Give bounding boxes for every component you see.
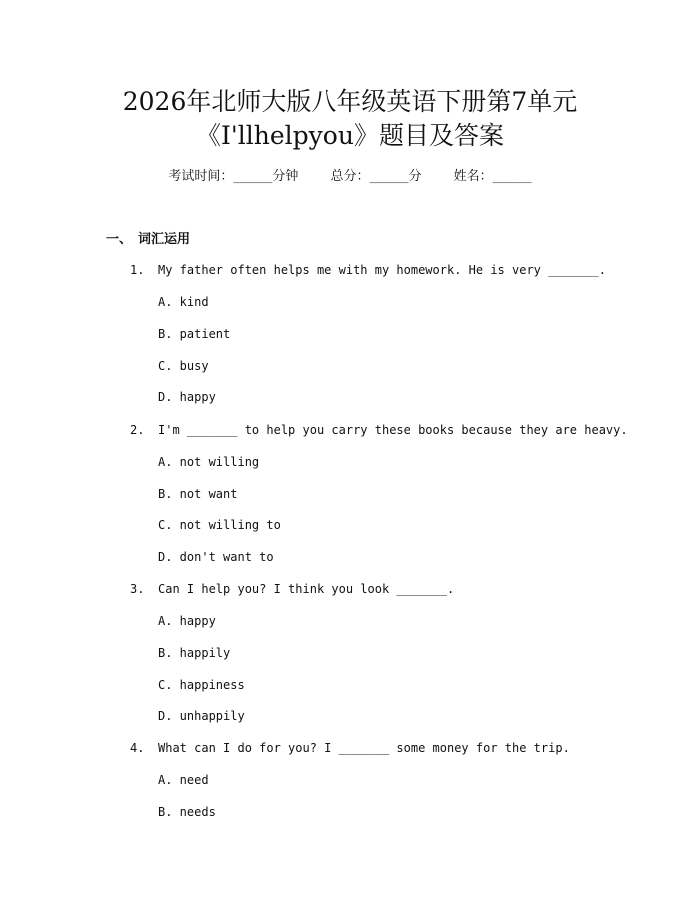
question-text: I'm _______ to help you carry these books because they are heavy. <box>158 423 628 437</box>
option: A. happy <box>158 614 216 628</box>
question-1 <box>130 262 606 278</box>
question-number: 2. <box>130 423 145 437</box>
option: C. busy <box>158 359 209 373</box>
option: A. kind <box>158 295 209 309</box>
question-4 <box>130 740 570 756</box>
exam-score: 总分：______分 <box>330 169 422 184</box>
option: C. happiness <box>158 678 245 692</box>
exam-name: 姓名：______ <box>453 169 532 184</box>
exam-time: 考试时间：______分钟 <box>168 169 299 184</box>
exam-info <box>0 168 700 186</box>
question-text: My father often helps me with my homework. He is very _______. <box>158 263 606 277</box>
section-title: 词汇运用 <box>138 232 191 247</box>
question-3 <box>130 581 454 597</box>
option: B. happily <box>158 646 231 660</box>
option: A. not willing <box>158 455 260 469</box>
option: D. unhappily <box>158 709 245 723</box>
question-text: Can I help you? I think you look _______. <box>158 582 455 596</box>
option: B. needs <box>158 805 216 819</box>
option: B. patient <box>158 327 231 341</box>
question-number: 4. <box>130 741 145 755</box>
option: B. not want <box>158 487 238 501</box>
option: C. not willing to <box>158 518 281 532</box>
section-number: 一、 <box>106 232 133 247</box>
option: D. happy <box>158 390 216 404</box>
document-title-line2: 《I'llhelpyou》题目及答案 <box>196 121 504 150</box>
document-title-line1: 2026年北师大版八年级英语下册第7单元 <box>122 87 578 116</box>
option: A. need <box>158 773 209 787</box>
question-2 <box>130 422 628 438</box>
option: D. don't want to <box>158 550 274 564</box>
question-number: 1. <box>130 263 145 277</box>
section-heading <box>106 231 190 249</box>
question-text: What can I do for you? I _______ some money for the trip. <box>158 741 570 755</box>
question-number: 3. <box>130 582 145 596</box>
